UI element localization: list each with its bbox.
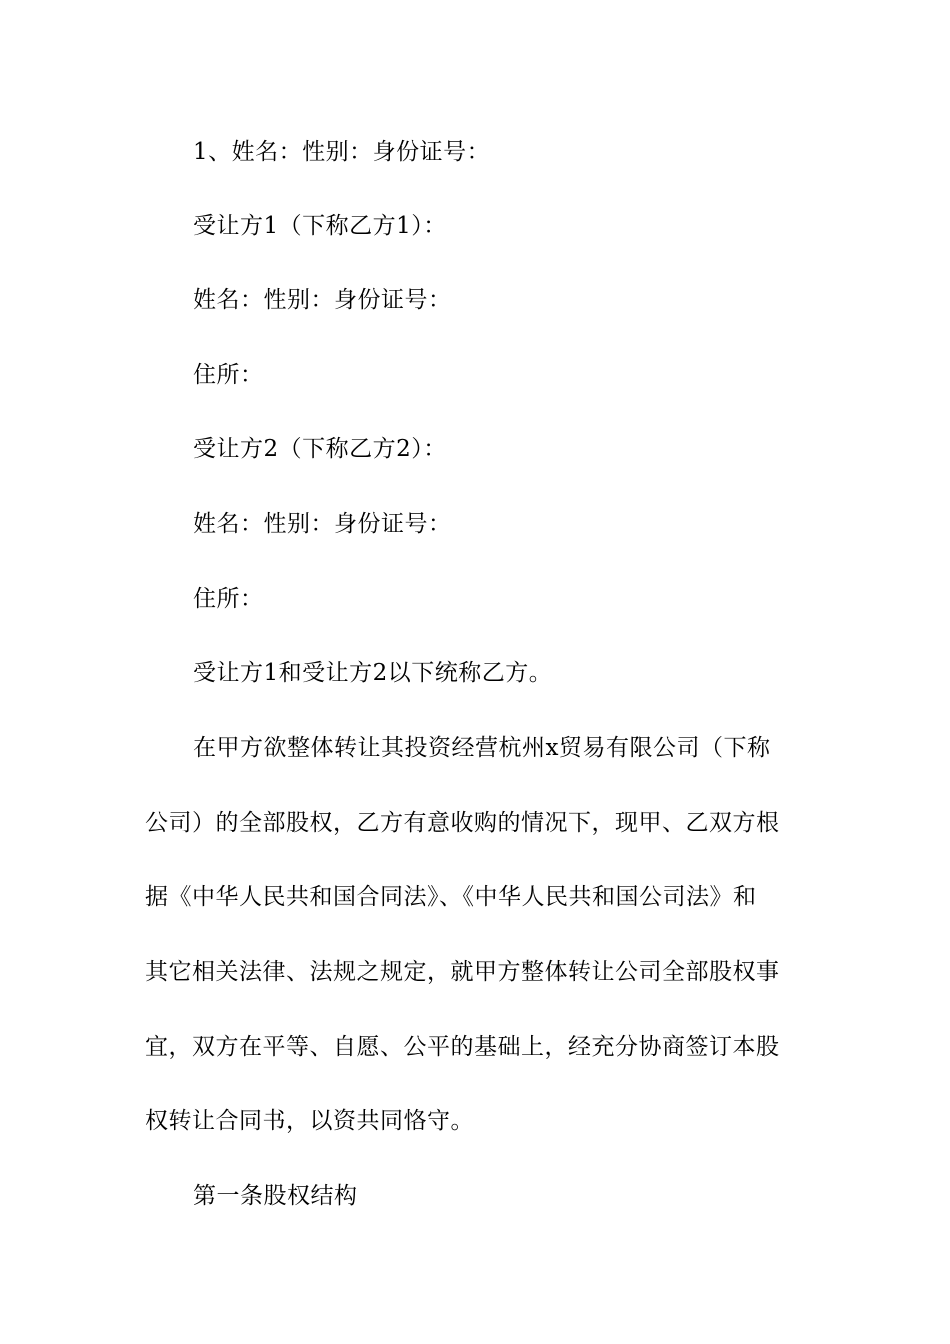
preamble-line-4: 其它相关法律、法规之规定，就甲方整体转让公司全部股权事 (145, 959, 780, 985)
preamble-line-3: 据《中华人民共和国合同法》、《中华人民共和国公司法》和 (145, 884, 757, 910)
preamble-line-5: 宜，双方在平等、自愿、公平的基础上，经充分协商签订本股 (145, 1034, 780, 1060)
transferee-2-address-line: 住所： (193, 586, 264, 612)
article-1-heading: 第一条股权结构 (193, 1183, 358, 1209)
seller-info-line: 1、姓名：性别：身份证号： (193, 139, 491, 165)
collective-term-line: 受让方1和受让方2以下统称乙方。 (193, 660, 553, 686)
preamble-line-6: 权转让合同书，以资共同恪守。 (145, 1108, 474, 1134)
transferee-2-info-line: 姓名：性别：身份证号： (193, 511, 452, 537)
transferee-2-heading: 受让方2（下称乙方2）： (193, 436, 447, 462)
transferee-1-address-line: 住所： (193, 362, 264, 388)
transferee-1-info-line: 姓名：性别：身份证号： (193, 287, 452, 313)
transferee-1-heading: 受让方1（下称乙方1）： (193, 213, 447, 239)
preamble-line-1: 在甲方欲整体转让其投资经营杭州x贸易有限公司（下称 (193, 735, 771, 761)
preamble-line-2: 公司）的全部股权，乙方有意收购的情况下，现甲、乙双方根 (145, 810, 780, 836)
